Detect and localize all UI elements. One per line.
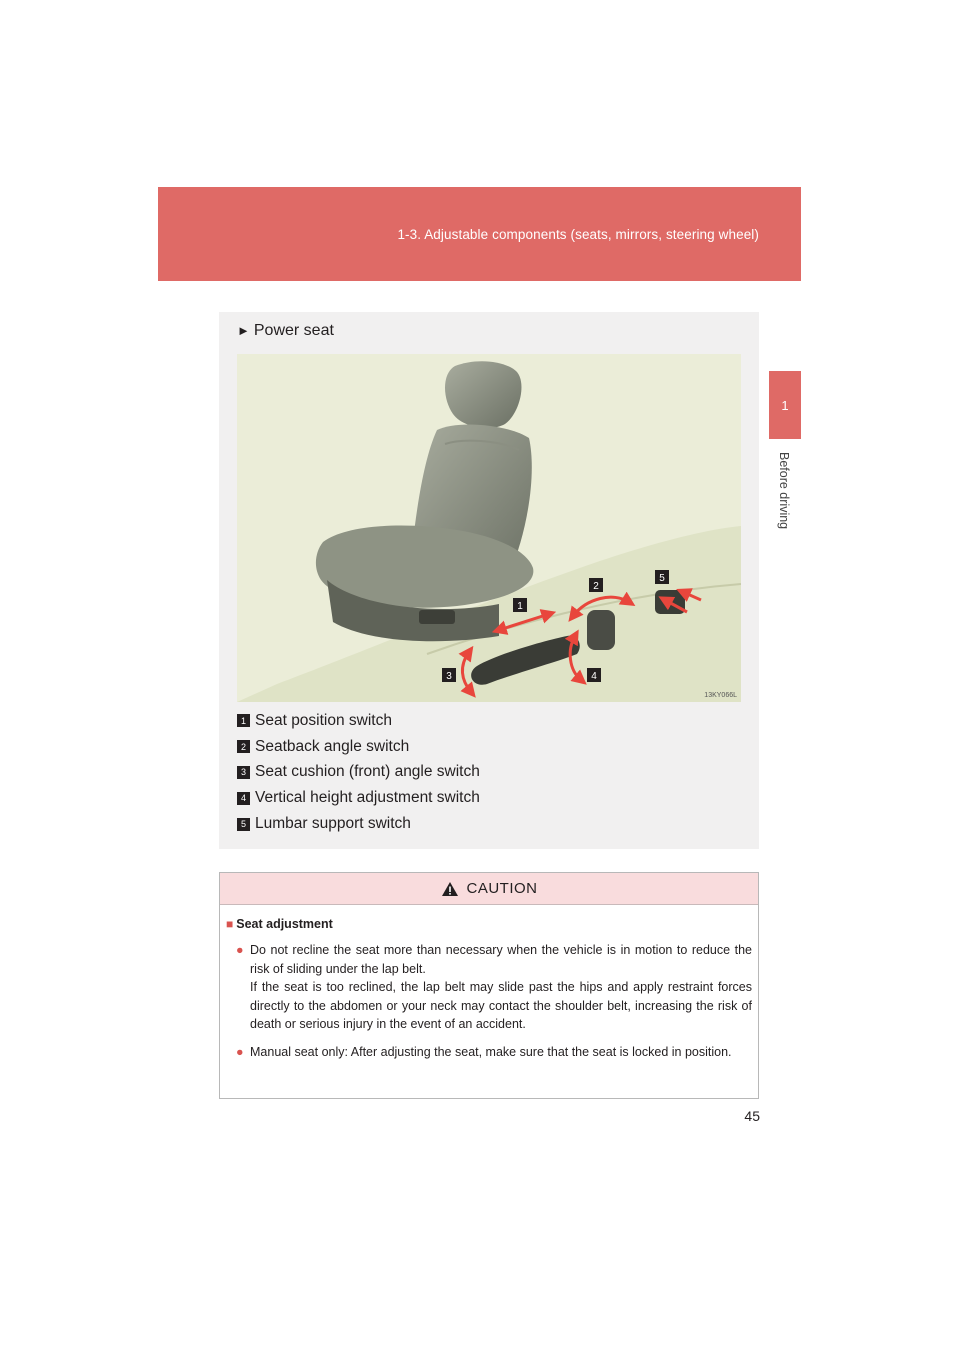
chapter-label: Before driving (777, 452, 791, 530)
chapter-tab[interactable] (769, 371, 801, 439)
caution-bullet (226, 941, 752, 1034)
caution-body (220, 905, 758, 1061)
legend-label: Seatback angle switch (255, 737, 410, 755)
seatback-switch-illustration (587, 610, 615, 650)
svg-text:3: 3 (446, 671, 452, 682)
figure-code: 13KY066L (704, 692, 737, 699)
header-title: 1-3. Adjustable components (seats, mirrors, steering wheel) (397, 227, 759, 242)
caution-header (220, 873, 758, 905)
page-number: 45 (744, 1108, 760, 1124)
caution-title: CAUTION (466, 880, 538, 897)
caution-bullet (226, 1043, 752, 1062)
legend-number: 3 (237, 766, 250, 779)
caution-bullet-continuation: If the seat is too reclined, the lap belt may slide past the hips and apply restraint forces directly to the abdomen or your neck may contact the shoulder belt, increasing the risk of death or serious injury in the event of an accident. (250, 980, 752, 1031)
square-bullet-icon: ■ (226, 917, 234, 931)
caution-bullet-text (250, 941, 752, 1034)
header-band (158, 187, 801, 281)
seat-side-switches (419, 610, 455, 624)
callout-1 (513, 598, 527, 612)
legend-label: Seat position switch (255, 711, 392, 729)
caution-subheading (226, 917, 752, 931)
caution-bullet-line: Do not recline the seat more than necessary when the vehicle is in motion to reduce the risk of sliding under the lap belt. (250, 943, 752, 976)
callout-2 (589, 578, 603, 592)
svg-text:4: 4 (591, 671, 597, 682)
legend-item (237, 734, 737, 760)
chapter-number: 1 (781, 397, 789, 413)
legend-item (237, 785, 737, 811)
caution-bullet-text: Manual seat only: After adjusting the seat, make sure that the seat is locked in position. (250, 1044, 732, 1059)
warning-triangle-icon (441, 881, 459, 897)
legend-item (237, 708, 737, 734)
section-title-text: Power seat (253, 322, 334, 339)
legend-label: Seat cushion (front) angle switch (255, 763, 480, 781)
power-seat-illustration (237, 354, 741, 702)
legend-item (237, 811, 737, 837)
callout-5 (655, 570, 669, 584)
bullet-dot-icon: ● (236, 943, 244, 957)
section-title (237, 322, 334, 340)
legend-item (237, 760, 737, 786)
legend-label: Vertical height adjustment switch (255, 789, 480, 807)
legend-list (237, 708, 737, 837)
legend-label: Lumbar support switch (255, 815, 411, 833)
caution-subheading-text: Seat adjustment (236, 917, 333, 931)
legend-number: 4 (237, 792, 250, 805)
callout-4 (587, 668, 601, 682)
legend-number: 5 (237, 818, 250, 831)
caution-box (219, 872, 759, 1099)
callout-3 (442, 668, 456, 682)
bullet-dot-icon: ● (236, 1044, 244, 1059)
legend-number: 2 (237, 740, 250, 753)
svg-text:2: 2 (593, 581, 599, 592)
svg-text:5: 5 (659, 573, 665, 584)
section-marker-icon: ► (237, 323, 250, 338)
svg-text:1: 1 (517, 601, 523, 612)
power-seat-section (219, 312, 759, 849)
legend-number: 1 (237, 714, 250, 727)
